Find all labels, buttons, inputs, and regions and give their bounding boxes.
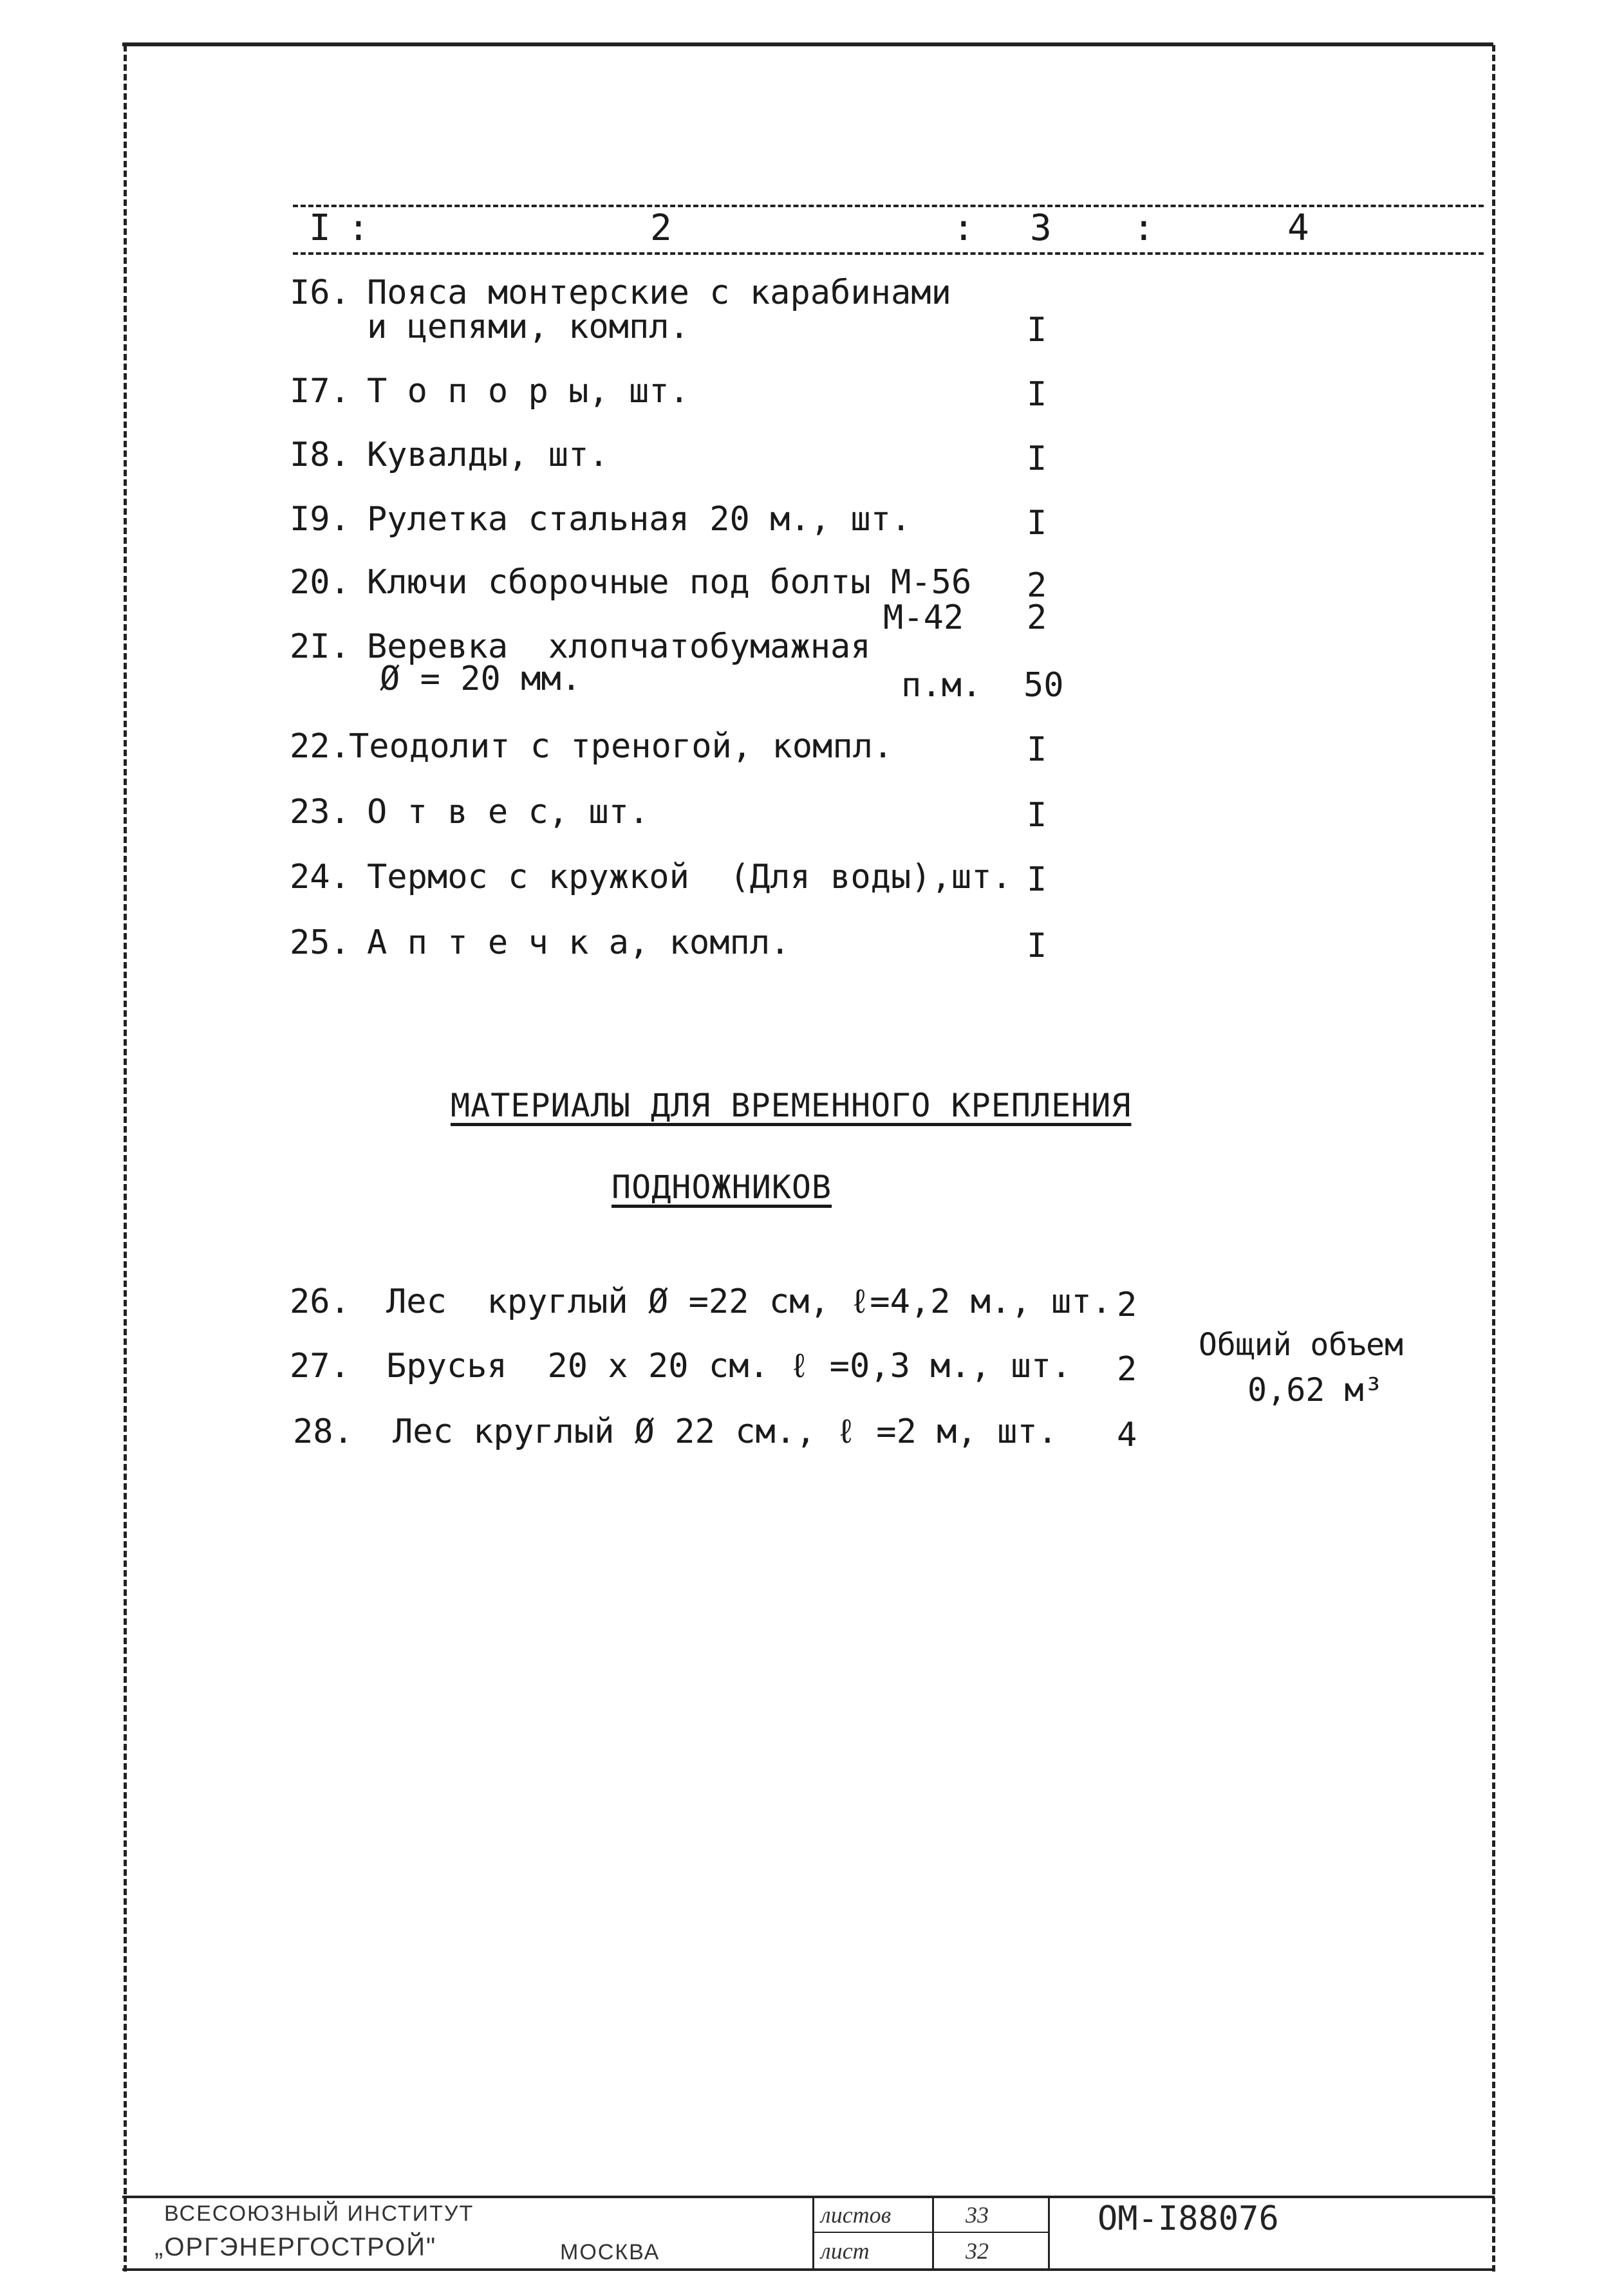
frame-top-border bbox=[122, 42, 1493, 46]
section-title: МАТЕРИАЛЫ ДЛЯ ВРЕМЕННОГО КРЕПЛЕНИЯ bbox=[451, 1087, 1132, 1124]
item-quantity: I bbox=[1027, 504, 1047, 542]
material-description: Лес круглый Ø 22 см., ℓ =2 м, шт. bbox=[393, 1412, 1058, 1451]
stamp-institute-line1: ВСЕСОЮЗНЫЙ ИНСТИТУТ bbox=[164, 2201, 474, 2226]
item-quantity: I bbox=[1027, 860, 1047, 899]
item-description: Веревка хлопчатобумажная bbox=[367, 627, 871, 666]
material-number: 27. bbox=[290, 1347, 350, 1385]
item-number: I7. bbox=[290, 372, 350, 411]
frame-right-border bbox=[1492, 45, 1495, 2272]
material-quantity: 4 bbox=[1117, 1416, 1137, 1454]
item-quantity: I bbox=[1027, 927, 1047, 965]
header-col-1: I bbox=[309, 207, 331, 249]
item-description: Кувалды, шт. bbox=[367, 436, 609, 474]
item-quantity: 50 bbox=[1023, 666, 1064, 705]
stamp-document-code: ОМ-I88076 bbox=[1097, 2199, 1279, 2238]
header-col-4: 4 bbox=[1287, 207, 1309, 249]
material-quantity: 2 bbox=[1117, 1350, 1137, 1389]
material-description: Лес круглый Ø =22 см, ℓ=4,2 м., шт. bbox=[386, 1282, 1112, 1321]
item-number: 2I. bbox=[290, 627, 350, 666]
item-quantity: I bbox=[1027, 375, 1047, 414]
item-number: 25. bbox=[290, 923, 350, 962]
stamp-sheets-label: листов bbox=[821, 2202, 892, 2228]
item-description: Т о п о р ы, шт. bbox=[367, 372, 689, 411]
total-volume-label: Общий объем bbox=[1199, 1327, 1403, 1363]
stamp-divider bbox=[1048, 2196, 1050, 2268]
item-description: Пояса монтерские с карабинами bbox=[367, 273, 951, 312]
item-quantity: I bbox=[1027, 730, 1047, 769]
item-unit: п.м. bbox=[901, 666, 982, 705]
item-description: Термос с кружкой (Для воды),шт. bbox=[367, 858, 1012, 896]
item-description: Ключи сборочные под болты М-56 bbox=[367, 563, 972, 602]
item-quantity: 2 bbox=[1027, 566, 1047, 605]
item-quantity: I bbox=[1027, 311, 1047, 349]
stamp-sheet-value: 32 bbox=[966, 2238, 989, 2264]
item-description: Рулетка стальная 20 м., шт. bbox=[367, 500, 911, 539]
header-col-2: 2 bbox=[650, 207, 672, 249]
table-header-bottom-rule bbox=[293, 252, 1484, 255]
header-sep-1: : bbox=[348, 207, 369, 249]
frame-bottom-border bbox=[122, 2268, 1495, 2271]
material-number: 28. bbox=[293, 1412, 353, 1451]
item-description: О т в е с, шт. bbox=[367, 793, 649, 831]
item-number: I9. bbox=[290, 500, 350, 539]
item-quantity-alt: 2 bbox=[1027, 598, 1047, 637]
item-number: 20. bbox=[290, 563, 350, 602]
stamp-sheet-rule bbox=[812, 2232, 1048, 2233]
header-sep-3: : bbox=[1133, 207, 1155, 249]
material-quantity: 2 bbox=[1117, 1286, 1137, 1324]
stamp-city: МОСКВА bbox=[560, 2240, 660, 2264]
header-col-3: 3 bbox=[1030, 207, 1052, 249]
item-description: А п т е ч к а, компл. bbox=[367, 923, 790, 962]
header-sep-2: : bbox=[953, 207, 975, 249]
item-number: 24. bbox=[290, 858, 350, 896]
section-title-cont: ПОДНОЖНИКОВ bbox=[612, 1169, 832, 1206]
stamp-sheets-value: 33 bbox=[966, 2202, 989, 2228]
item-number: I8. bbox=[290, 436, 350, 474]
total-volume-value: 0,62 м³ bbox=[1247, 1371, 1383, 1409]
stamp-top-rule bbox=[122, 2196, 1495, 2198]
stamp-institute-name: „ОРГЭНЕРГОСТРОЙ" bbox=[154, 2233, 437, 2261]
item-description-cont: Ø = 20 мм. bbox=[380, 660, 582, 698]
stamp-sheet-label: лист bbox=[821, 2238, 870, 2264]
item-quantity: I bbox=[1027, 796, 1047, 835]
item-description: Теодолит с треногой, компл. bbox=[349, 727, 893, 766]
item-quantity: I bbox=[1027, 440, 1047, 478]
item-number: 22. bbox=[290, 727, 350, 766]
item-number: 23. bbox=[290, 793, 350, 831]
item-description-cont: и цепями, компл. bbox=[367, 308, 689, 346]
material-number: 26. bbox=[290, 1282, 350, 1321]
frame-left-border bbox=[124, 45, 127, 2272]
item-number: I6. bbox=[290, 273, 350, 312]
item-description-alt-size: М-42 bbox=[883, 598, 964, 637]
material-description: Брусья 20 х 20 см. ℓ =0,3 м., шт. bbox=[386, 1347, 1072, 1385]
